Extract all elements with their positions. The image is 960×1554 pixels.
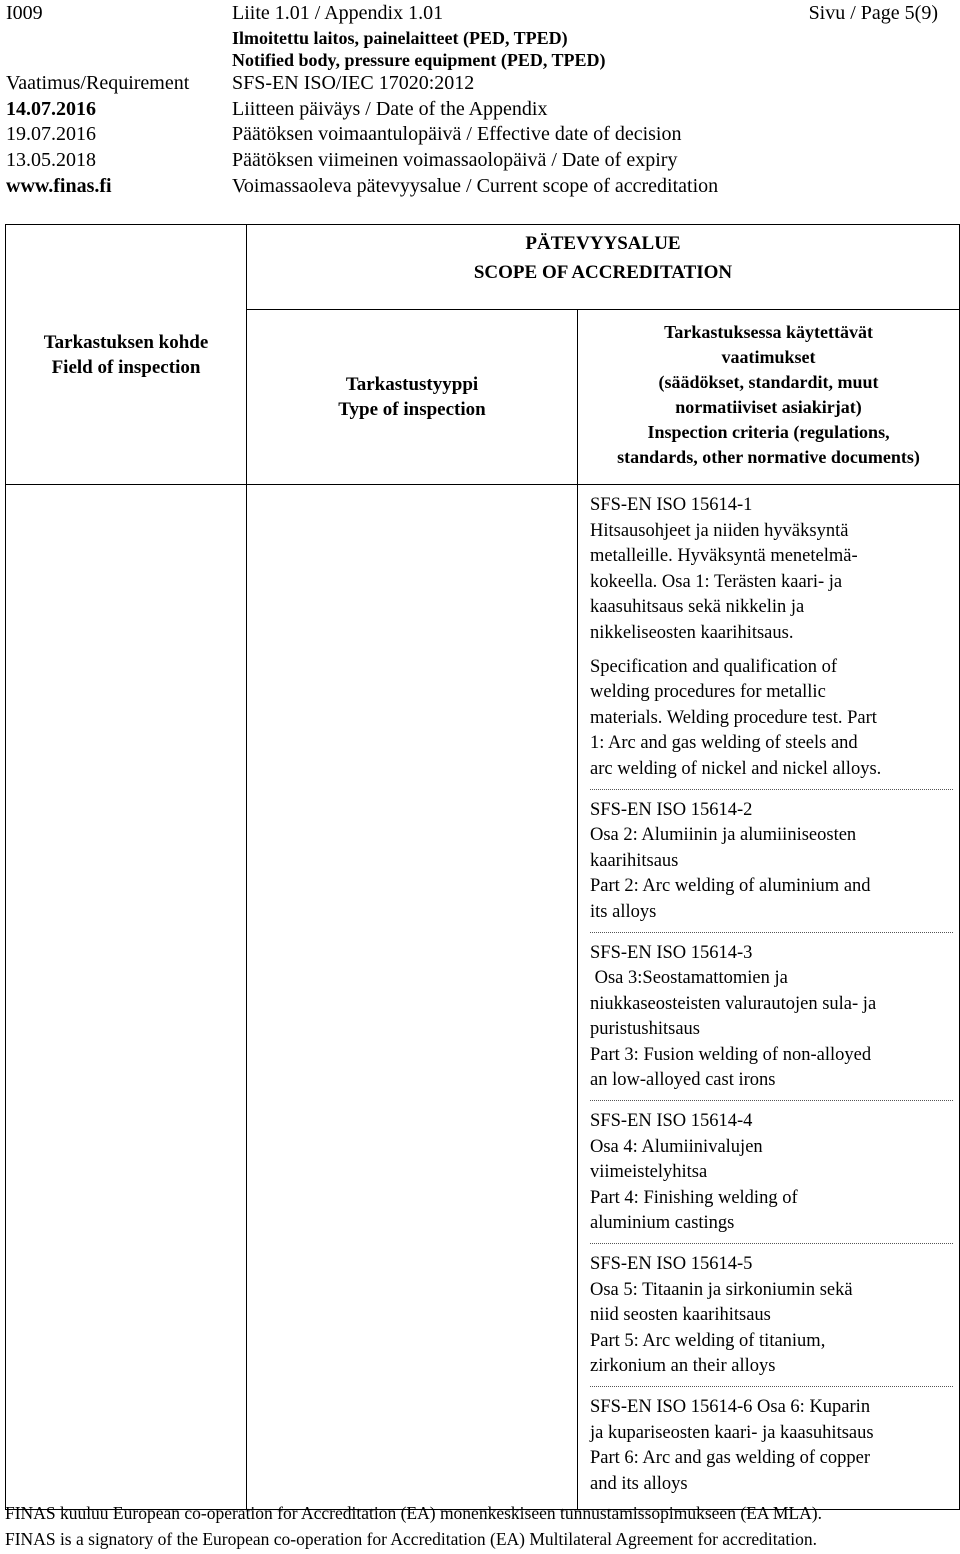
criteria-line: and its alloys <box>590 1473 688 1494</box>
criteria-line: arc welding of nickel and nickel alloys. <box>590 758 882 779</box>
criteria-line: Part 5: Arc welding of titanium, <box>590 1330 826 1351</box>
type-of-inspection-header <box>247 310 578 485</box>
criteria-text-fi <box>590 941 953 1095</box>
criteria-line: an low-alloyed cast irons <box>590 1070 776 1091</box>
col3-line: vaatimukset <box>721 347 816 367</box>
footer-line-en: FINAS is a signatory of the European co-operation for Accreditation (EA) Multilateral Agreement for accreditation. <box>5 1529 818 1549</box>
criteria-line: materials. Welding procedure test. Part <box>590 707 877 728</box>
scope-title-fi: PÄTEVYYSALUE <box>525 233 681 254</box>
criteria-line: puristushitsaus <box>590 1019 700 1040</box>
criteria-item <box>590 1387 953 1501</box>
criteria-line: 1: Arc and gas welding of steels and <box>590 733 858 754</box>
scope-body-row <box>6 485 960 1510</box>
criteria-line: aluminium castings <box>590 1213 735 1234</box>
appendix-date-label: Liitteen päiväys / Date of the Appendix <box>232 98 548 120</box>
field-of-inspection-cell <box>6 485 247 1510</box>
criteria-text-fi <box>590 798 953 926</box>
criteria-line: SFS-EN ISO 15614-1 <box>590 495 753 515</box>
criteria-line: Part 2: Arc welding of aluminium and <box>590 876 871 897</box>
col1-en: Field of inspection <box>51 356 201 378</box>
criteria-item <box>590 790 953 933</box>
scope-table <box>5 224 960 1510</box>
criteria-line: ja kupariseosten kaari- ja kaasuhitsaus <box>590 1422 874 1443</box>
footer-line-fi: FINAS kuuluu European co-operation for Accreditation (EA) monenkeskiseen tunnustamissopimukseen (EA MLA). <box>5 1503 822 1523</box>
criteria-line: Specification and qualification of <box>590 656 838 677</box>
criteria-line: niid seosten kaarihitsaus <box>590 1305 771 1326</box>
expiry-date-label: Päätöksen viimeinen voimassaolopäivä / Date of expiry <box>232 149 678 171</box>
criteria-line: zirkonium an their alloys <box>590 1356 776 1377</box>
type-of-inspection-cell <box>247 485 578 1510</box>
criteria-line: niukkaseosteisten valurautojen sula- ja <box>590 993 877 1014</box>
criteria-line: viimeistelyhitsa <box>590 1162 708 1183</box>
scope-title-en: SCOPE OF ACCREDITATION <box>473 262 733 283</box>
criteria-line: Part 6: Arc and gas welding of copper <box>590 1448 870 1469</box>
inspection-criteria-header <box>578 310 960 485</box>
notified-body-fi: Ilmoitettu laitos, painelaitteet (PED, TPED) <box>232 28 568 48</box>
requirement-label: Vaatimus/Requirement <box>6 72 190 94</box>
footer <box>5 1500 955 1552</box>
criteria-line: Osa 2: Alumiinin ja alumiiniseosten <box>590 825 857 846</box>
notified-body-en: Notified body, pressure equipment (PED, TPED) <box>232 50 606 70</box>
criteria-text-en <box>590 655 953 783</box>
criteria-line: kaasuhitsaus sekä nikkelin ja <box>590 597 805 618</box>
criteria-line: nikkeliseosten kaarihitsaus. <box>590 622 794 643</box>
inspection-criteria-cell <box>578 485 960 1510</box>
criteria-text-fi <box>590 1395 953 1497</box>
criteria-item <box>590 493 953 790</box>
criteria-line: its alloys <box>590 901 657 922</box>
criteria-line: SFS-EN ISO 15614-5 <box>590 1254 753 1275</box>
expiry-date: 13.05.2018 <box>6 149 96 171</box>
field-of-inspection-header <box>6 225 247 485</box>
website-link[interactable]: www.finas.fi <box>6 175 112 197</box>
criteria-item <box>590 1101 953 1244</box>
col2-en: Type of inspection <box>338 399 486 420</box>
criteria-line: Osa 3:Seostamattomien ja <box>590 968 788 989</box>
col3-line: Tarkastuksessa käytettävät <box>664 322 873 342</box>
criteria-line: Osa 5: Titaanin ja sirkoniumin sekä <box>590 1279 853 1300</box>
criteria-line: kokeella. Osa 1: Terästen kaari- ja <box>590 571 843 592</box>
page-number: Sivu / Page 5(9) <box>808 2 938 24</box>
scope-label: Voimassaoleva pätevyysalue / Current scope of accreditation <box>232 175 719 197</box>
scope-title-row <box>6 225 960 310</box>
criteria-line: Osa 4: Alumiinivalujen <box>590 1136 763 1157</box>
criteria-line: SFS-EN ISO 15614-3 <box>590 942 753 963</box>
col2-fi: Tarkastustyyppi <box>345 374 479 395</box>
scope-title <box>247 225 960 310</box>
col3-line: normatiiviset asiakirjat) <box>675 397 862 417</box>
criteria-line: Hitsausohjeet ja niiden hyväksyntä <box>590 520 849 541</box>
criteria-line: welding procedures for metallic <box>590 682 826 703</box>
requirement-value: SFS-EN ISO/IEC 17020:2012 <box>232 72 475 94</box>
criteria-text-fi <box>590 1109 953 1237</box>
criteria-line: SFS-EN ISO 15614-4 <box>590 1111 753 1132</box>
criteria-line: kaarihitsaus <box>590 850 679 871</box>
appendix-label: Liite 1.01 / Appendix 1.01 <box>232 2 444 24</box>
criteria-line: metalleille. Hyväksyntä menetelmä- <box>590 546 858 567</box>
doc-id: I009 <box>6 2 43 24</box>
col3-line: (säädökset, standardit, muut <box>658 372 879 392</box>
effective-date: 19.07.2016 <box>6 123 96 145</box>
criteria-text-fi <box>590 1252 953 1380</box>
appendix-date: 14.07.2016 <box>6 98 96 120</box>
criteria-line: Part 4: Finishing welding of <box>590 1187 798 1208</box>
criteria-line: Part 3: Fusion welding of non-alloyed <box>590 1044 872 1065</box>
criteria-text-fi <box>590 493 953 647</box>
col3-line: Inspection criteria (regulations, <box>647 422 890 442</box>
col3-line: standards, other normative documents) <box>617 447 920 467</box>
criteria-line: SFS-EN ISO 15614-2 <box>590 799 753 820</box>
criteria-item <box>590 933 953 1102</box>
criteria-line: SFS-EN ISO 15614-6 Osa 6: Kuparin <box>590 1397 871 1417</box>
effective-date-label: Päätöksen voimaantulopäivä / Effective date of decision <box>232 123 682 145</box>
criteria-item <box>590 1244 953 1387</box>
col1-fi: Tarkastuksen kohde <box>43 331 209 353</box>
